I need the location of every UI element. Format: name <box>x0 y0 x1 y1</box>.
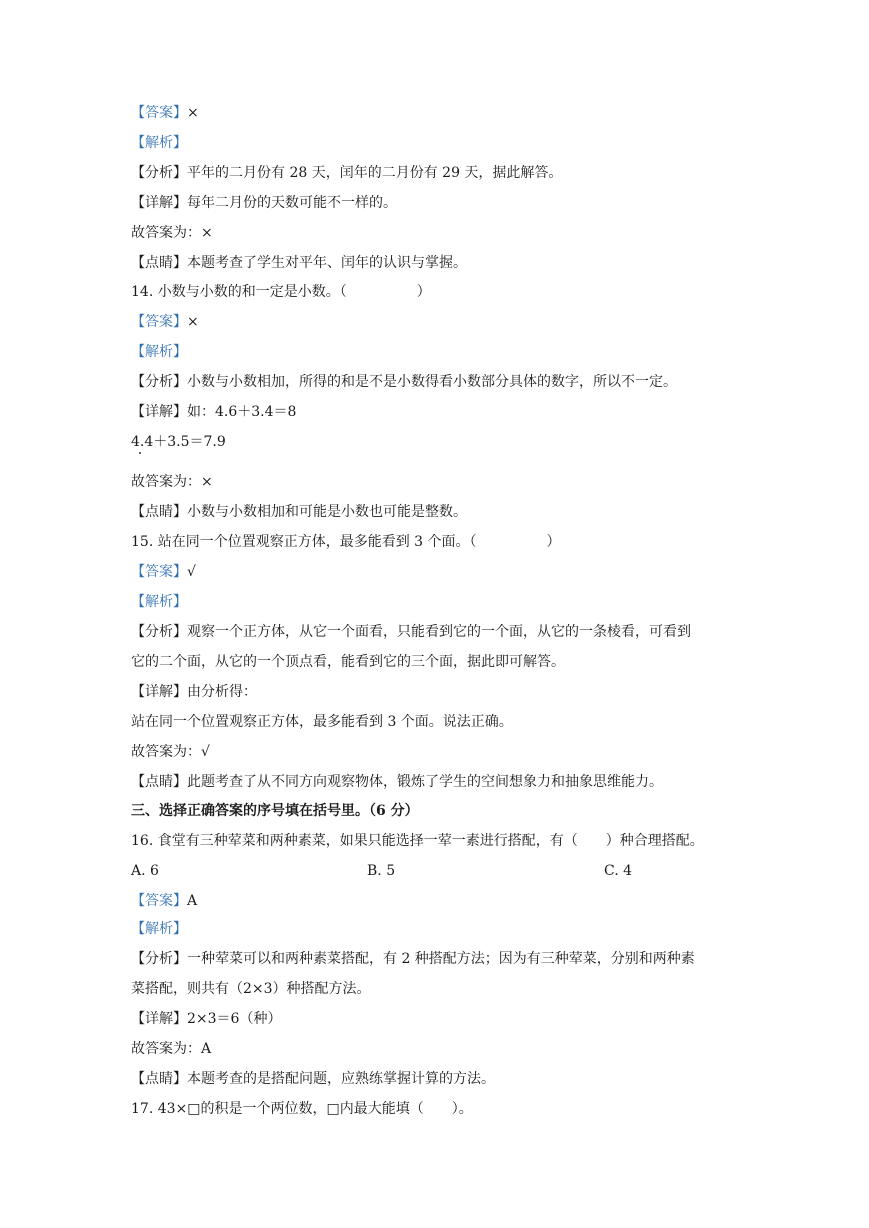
text-line <box>131 502 467 522</box>
text-line <box>131 592 187 612</box>
line-text: 故答案为：× <box>131 225 213 241</box>
line-text: 故答案为：× <box>131 474 213 490</box>
line-prefix: 【点睛】 <box>131 1071 187 1087</box>
line-text: 小数与小数相加和可能是小数也可能是整数。 <box>187 504 467 520</box>
line-text: 15. 站在同一个位置观察正方体，最多能看到 3 个面。（ ） <box>131 534 561 550</box>
text-line <box>131 163 562 183</box>
line-prefix: 【点睛】 <box>131 774 187 790</box>
text-line <box>131 223 213 243</box>
line-text: 2×3＝6（种） <box>187 1011 282 1027</box>
text-line <box>131 652 565 672</box>
line-text: 4.4＋3.5＝7.9 <box>131 434 226 450</box>
text-line <box>131 532 561 552</box>
line-prefix: 【详解】 <box>131 195 187 211</box>
line-text: 站在同一个位置观察正方体，最多能看到 3 个面。说法正确。 <box>131 714 513 730</box>
line-text: 故答案为：√ <box>131 744 210 760</box>
text-line <box>131 193 397 213</box>
text-line <box>131 472 213 492</box>
text-line <box>131 253 467 273</box>
text-line <box>131 282 431 302</box>
line-text: 17. 43×□的积是一个两位数，□内最大能填（ ）。 <box>131 1101 473 1117</box>
text-line <box>131 133 187 153</box>
line-prefix: 【分析】 <box>131 374 187 390</box>
line-text: 本题考查的是搭配问题，应熟练掌握计算的方法。 <box>187 1071 495 1087</box>
option-1: B. 5 <box>367 863 396 879</box>
line-prefix: 【详解】 <box>131 404 187 420</box>
text-line <box>131 712 513 732</box>
line-prefix: 【答案】 <box>131 105 187 121</box>
text-line <box>131 622 691 642</box>
line-prefix: 【解析】 <box>131 921 187 937</box>
line-text: 16. 食堂有三种荤菜和两种素菜，如果只能选择一荤一素进行搭配，有（ ）种合理搭配。 <box>131 833 704 849</box>
line-text: A <box>187 893 198 909</box>
line-prefix: 【答案】 <box>131 314 187 330</box>
option-0: A. 6 <box>131 863 159 879</box>
line-text: 一种荤菜可以和两种素菜搭配，有 2 种搭配方法；因为有三种荤菜，分别和两种素 <box>187 951 695 967</box>
line-prefix: 【解析】 <box>131 344 187 360</box>
text-line <box>131 432 226 452</box>
text-line <box>131 103 199 123</box>
line-prefix: 【点睛】 <box>131 504 187 520</box>
line-text: × <box>187 105 199 121</box>
text-line <box>131 1069 495 1089</box>
line-prefix: 【答案】 <box>131 893 187 909</box>
line-prefix: 【点睛】 <box>131 255 187 271</box>
line-prefix: 【分析】 <box>131 165 187 181</box>
text-line <box>131 1039 211 1059</box>
line-text: 小数与小数相加，所得的和是不是小数得看小数部分具体的数字，所以不一定。 <box>187 374 677 390</box>
line-text: 故答案为：A <box>131 1041 212 1057</box>
line-text: 它的二个面，从它的一个顶点看，能看到它的三个面，据此即可解答。 <box>131 654 565 670</box>
text-line <box>131 772 663 792</box>
text-line <box>131 831 704 851</box>
line-prefix: 【解析】 <box>131 135 187 151</box>
text-line <box>131 801 419 821</box>
stray-dot <box>139 452 141 454</box>
text-line <box>131 562 196 582</box>
text-line <box>131 312 199 332</box>
line-prefix: 【详解】 <box>131 1011 187 1027</box>
text-line <box>131 742 210 762</box>
text-line <box>131 342 187 362</box>
line-prefix: 【答案】 <box>131 564 187 580</box>
line-text: 14. 小数与小数的和一定是小数。（ ） <box>131 284 431 300</box>
line-text: 如：4.6＋3.4＝8 <box>187 404 297 420</box>
text-line <box>131 979 371 999</box>
text-line <box>131 402 296 422</box>
text-line <box>131 682 257 702</box>
text-line <box>131 919 187 939</box>
line-text: 观察一个正方体，从它一个面看，只能看到它的一个面，从它的一条棱看，可看到 <box>187 624 691 640</box>
line-text: 每年二月份的天数可能不一样的。 <box>187 195 397 211</box>
text-line <box>131 891 197 911</box>
line-text: √ <box>187 564 196 580</box>
line-text: 平年的二月份有 28 天，闰年的二月份有 29 天，据此解答。 <box>187 165 563 181</box>
line-text: 由分析得： <box>187 684 257 700</box>
line-prefix: 【分析】 <box>131 624 187 640</box>
line-text: 此题考查了从不同方向观察物体，锻炼了学生的空间想象力和抽象思维能力。 <box>187 774 663 790</box>
line-prefix: 【详解】 <box>131 684 187 700</box>
line-text: 本题考查了学生对平年、闰年的认识与掌握。 <box>187 255 467 271</box>
text-line <box>131 1099 473 1119</box>
line-text: × <box>187 314 199 330</box>
option-2: C. 4 <box>604 863 633 879</box>
text-line <box>131 372 677 392</box>
text-line <box>131 1009 281 1029</box>
line-text: 三、选择正确答案的序号填在括号里。（6 分） <box>131 803 419 819</box>
line-text: 菜搭配，则共有（2×3）种搭配方法。 <box>131 981 371 997</box>
text-line <box>131 949 695 969</box>
line-prefix: 【分析】 <box>131 951 187 967</box>
line-prefix: 【解析】 <box>131 594 187 610</box>
